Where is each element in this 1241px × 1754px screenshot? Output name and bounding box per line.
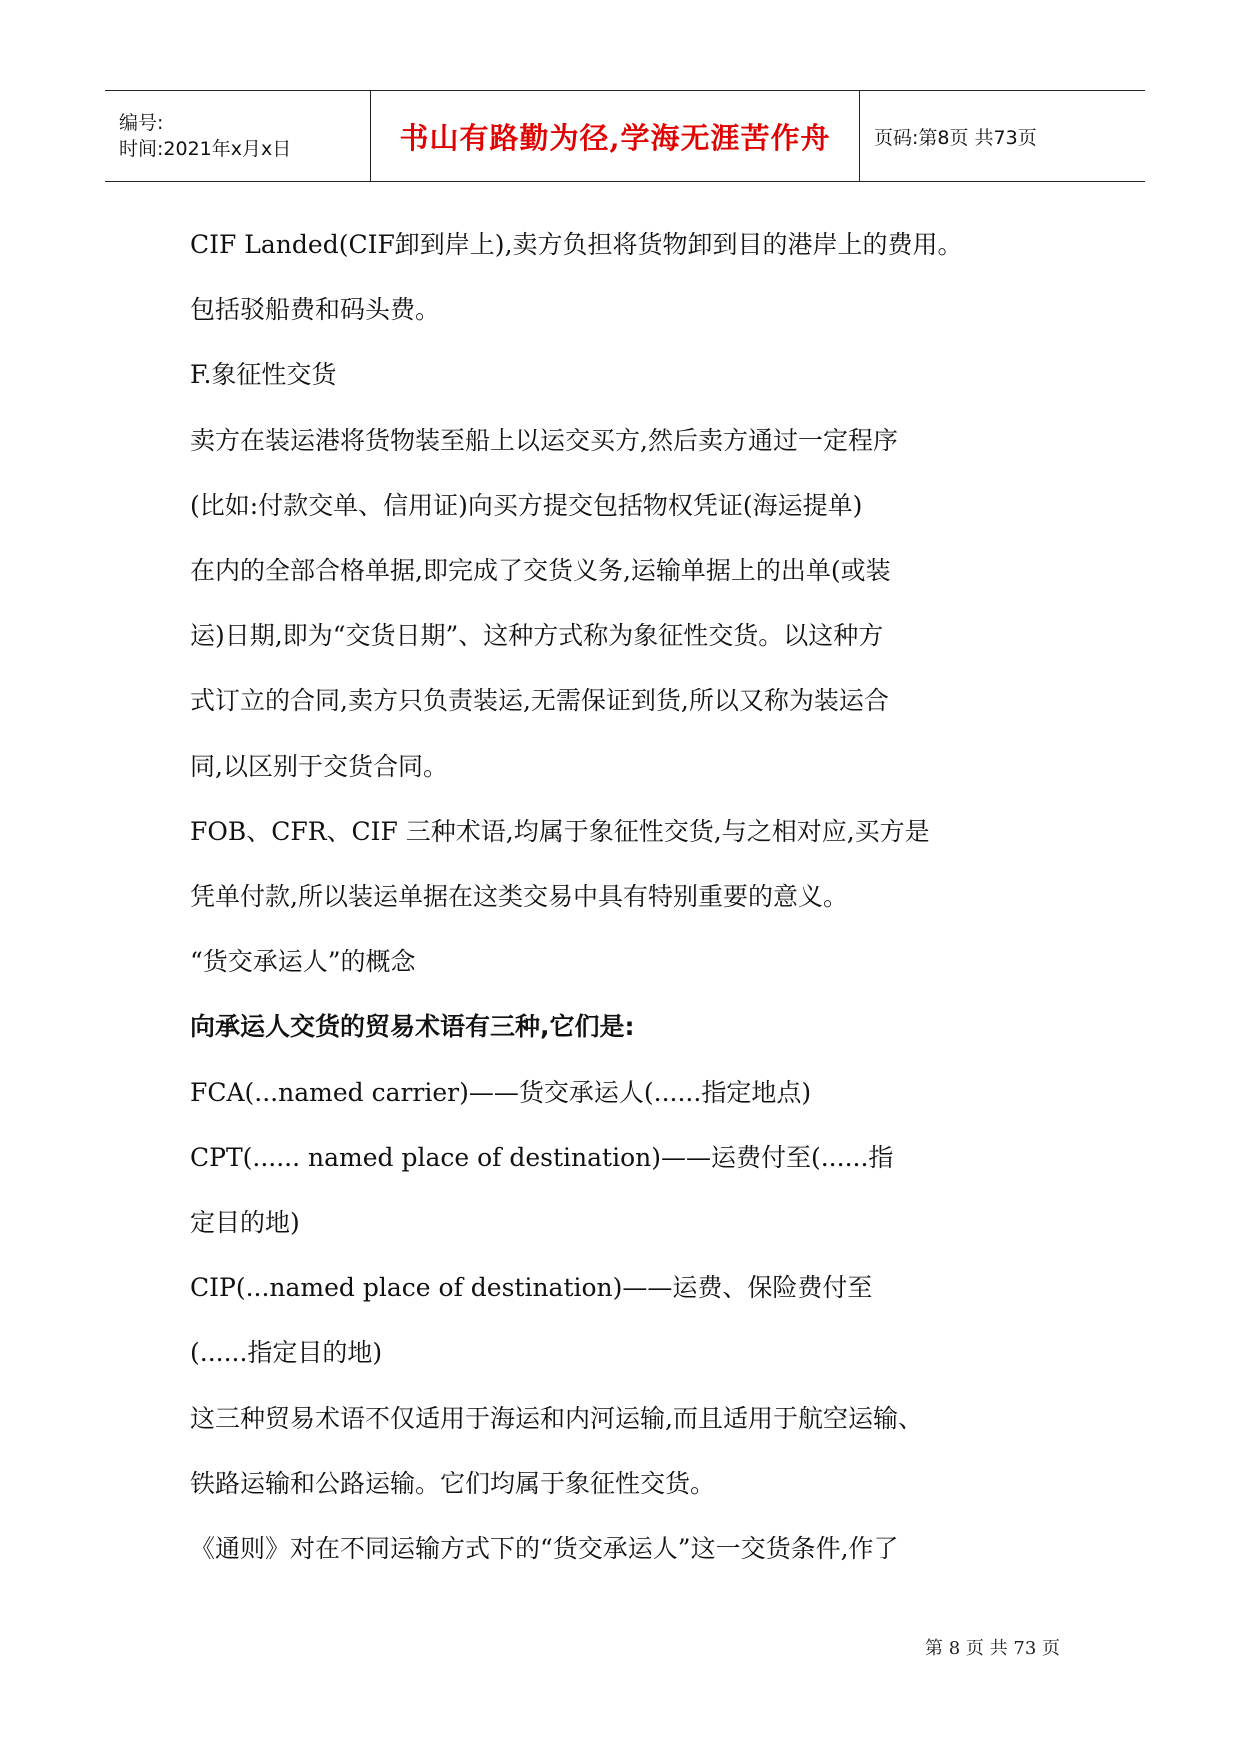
bold-heading: 向承运人交货的贸易术语有三种,它们是:: [190, 1012, 635, 1042]
header-meta: [105, 91, 370, 181]
body-line-9: 同,以区别于交货合同。: [190, 751, 448, 781]
concept-heading: “货交承运人”的概念: [190, 947, 416, 977]
body-line-1: CIF Landed(CIF卸到岸上),卖方负担将货物卸到目的港岸上的费用。: [190, 230, 963, 259]
term-cip: CIP(...named place of destination)——运费、保险费付至: [190, 1273, 873, 1303]
body-line-11: 凭单付款,所以装运单据在这类交易中具有特别重要的意义。: [190, 882, 848, 912]
term-fca: FCA(...named carrier)——货交承运人(......指定地点): [190, 1077, 812, 1107]
body-line-6: 在内的全部合格单据,即完成了交货义务,运输单据上的出单(或装: [190, 556, 891, 586]
document-date: 时间:2021年x月x日: [119, 138, 292, 160]
body-line-20: 铁路运输和公路运输。它们均属于象征性交货。: [190, 1468, 716, 1498]
body-line-4: 卖方在装运港将货物装至船上以运交买方,然后卖方通过一定程序: [190, 425, 898, 455]
term-cip-cont: (......指定目的地): [190, 1338, 383, 1368]
term-cpt-cont: 定目的地): [190, 1208, 300, 1238]
body-line-10: FOB、CFR、CIF 三种术语,均属于象征性交货,与之相对应,买方是: [190, 816, 930, 846]
body-line-19: 这三种贸易术语不仅适用于海运和内河运输,而且适用于航空运输、: [190, 1403, 923, 1433]
body-line-7: 运)日期,即为“交货日期”、这种方式称为象征性交货。以这种方: [190, 621, 884, 651]
body-line-2: 包括驳船费和码头费。: [190, 295, 441, 325]
page-header: [105, 90, 1145, 182]
page-footer: 第 8 页 共 73 页: [925, 1638, 1060, 1659]
header-motto-cell: [370, 91, 860, 181]
body-line-5: (比如:付款交单、信用证)向买方提交包括物权凭证(海运提单): [190, 490, 863, 520]
body-line-8: 式订立的合同,卖方只负责装运,无需保证到货,所以又称为装运合: [190, 686, 889, 716]
section-heading-f: F.象征性交货: [190, 360, 337, 390]
header-page-info: 页码:第8页 共73页: [874, 126, 1037, 149]
body-line-21: 《通则》对在不同运输方式下的“货交承运人”这一交货条件,作了: [190, 1534, 899, 1564]
header-motto: 书山有路勤为径,学海无涯苦作舟: [399, 120, 831, 155]
document-body: [190, 212, 1075, 1581]
document-number-label: 编号:: [119, 112, 164, 134]
term-cpt: CPT(...... named place of destination)——运费付至(......指: [190, 1142, 894, 1172]
